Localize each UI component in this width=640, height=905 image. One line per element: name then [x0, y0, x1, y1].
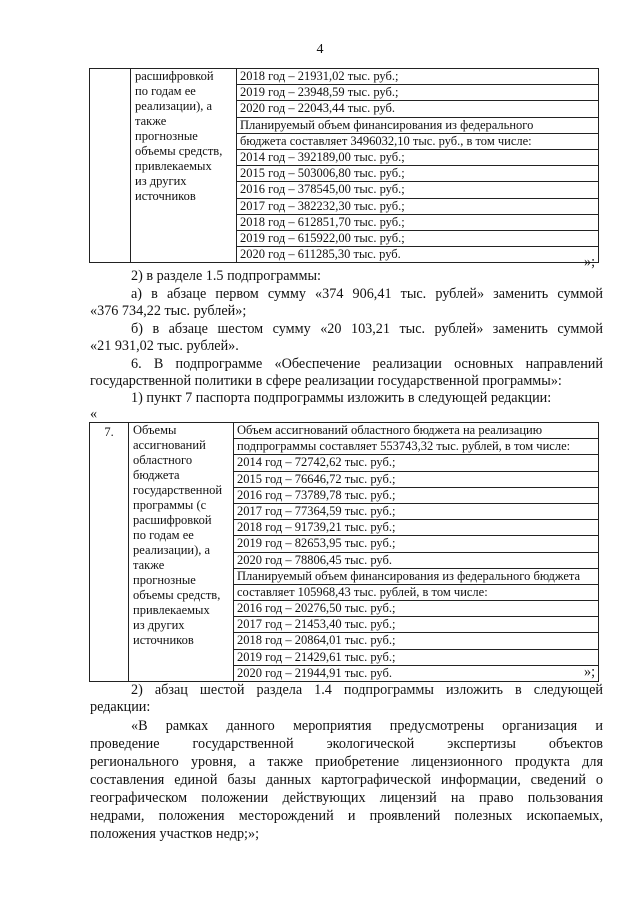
financing-line: Планируемый объем финансирования из федерального бюджета [234, 569, 598, 585]
final-line-4: проведение государственной экологической экспертизы объектов [90, 736, 603, 752]
label-line: реализации), а [135, 99, 213, 113]
paragraph-a-line1: а) в абзаце первом сумму «374 906,41 тыс. рублей» заменить суммой [131, 286, 603, 302]
paragraph-a-line2: «376 734,22 тыс. рублей»; [90, 303, 247, 319]
row-number: 7. [104, 425, 114, 439]
financing-line: составляет 105968,43 тыс. рублей, в том числе: [234, 585, 598, 601]
financing-line: 2014 год – 392189,00 тыс. руб.; [237, 150, 598, 166]
page-number: 4 [316, 42, 324, 57]
label-line: источников [133, 633, 194, 647]
financing-line: 2014 год – 72742,62 тыс. руб.; [234, 455, 598, 471]
final-line-3: «В рамках данного мероприятия предусмотрены организация и [131, 718, 603, 734]
financing-line: подпрограммы составляет 553743,32 тыс. рублей, в том числе: [234, 439, 598, 455]
financing-line: 2020 год – 611285,30 тыс. руб. [240, 247, 401, 262]
financing-line: 2015 год – 503006,80 тыс. руб.; [237, 166, 598, 182]
financing-line: 2016 год – 73789,78 тыс. руб.; [234, 488, 598, 504]
label-line: реализации), а [133, 543, 211, 557]
label-line: из других [133, 618, 185, 632]
funding-table-item-7 [89, 422, 599, 682]
financing-line: 2019 год – 615922,00 тыс. руб.; [237, 231, 598, 247]
label-line: также [135, 114, 167, 128]
label-line: привлекаемых [133, 603, 210, 617]
label-line: также [133, 558, 165, 572]
label-line: ассигнований [133, 438, 206, 452]
opening-quote: « [90, 406, 98, 422]
funding-table-continued [89, 68, 599, 263]
financing-line: 2017 год – 382232,30 тыс. руб.; [237, 199, 598, 215]
financing-line: 2019 год – 23948,59 тыс. руб.; [237, 85, 598, 101]
financing-line: 2018 год – 20864,01 тыс. руб.; [234, 633, 598, 649]
financing-line: 2018 год – 612851,70 тыс. руб.; [237, 215, 598, 231]
financing-line: 2019 год – 21429,61 тыс. руб.; [234, 650, 598, 666]
final-line-9: положения участков недр;»; [90, 826, 260, 842]
financing-cell [234, 423, 599, 682]
row-number-cell [90, 423, 129, 682]
label-line: прогнозные [133, 573, 196, 587]
final-line-7: географическом положении действующих лицензий на право пользования [90, 790, 603, 806]
financing-line: 2017 год – 77364,59 тыс. руб.; [234, 504, 598, 520]
label-line: расшифровкой [133, 513, 212, 527]
label-line: бюджета [133, 468, 180, 482]
label-line: привлекаемых [135, 159, 212, 173]
label-cell [129, 423, 234, 682]
label-line: источников [135, 189, 196, 203]
financing-cell [237, 69, 599, 263]
financing-line: 2017 год – 21453,40 тыс. руб.; [234, 617, 598, 633]
label-line: объемы средств, [135, 144, 223, 158]
label-line: областного [133, 453, 193, 467]
paragraph-section-1-5: 2) в разделе 1.5 подпрограммы: [131, 268, 321, 284]
paragraph-b-line2: «21 931,02 тыс. рублей». [90, 338, 239, 354]
financing-line: Объем ассигнований областного бюджета на реализацию [234, 423, 598, 439]
paragraph-6-line2: государственной политики в сфере реализации государственной программы»: [90, 373, 562, 389]
label-line: по годам ее [135, 84, 196, 98]
label-line: Объемы [133, 423, 177, 437]
label-line: прогнозные [135, 129, 198, 143]
table2-closing-quote: »; [584, 664, 596, 680]
financing-line: 2016 год – 378545,00 тыс. руб.; [237, 182, 598, 198]
financing-line: Планируемый объем финансирования из федерального [237, 118, 598, 134]
final-line-2: редакции: [90, 699, 151, 715]
financing-line: 2020 год – 21944,91 тыс. руб. [237, 665, 393, 680]
label-line: по годам ее [133, 528, 194, 542]
paragraph-b-line1: б) в абзаце шестом сумму «20 103,21 тыс. рублей» заменить суммой [131, 321, 603, 337]
final-line-8: недрами, положения месторождений и проявлений полезных ископаемых, [90, 808, 603, 824]
financing-line: 2016 год – 20276,50 тыс. руб.; [234, 601, 598, 617]
financing-line: бюджета составляет 3496032,10 тыс. руб., в том числе: [237, 134, 598, 150]
paragraph-item-7: 1) пункт 7 паспорта подпрограммы изложить в следующей редакции: [131, 390, 552, 406]
label-cell [131, 69, 237, 263]
final-line-6: составления единой базы данных картографической информации, сведений о [90, 772, 603, 788]
financing-line: 2020 год – 78806,45 тыс. руб. [234, 553, 598, 569]
final-line-1: 2) абзац шестой раздела 1.4 подпрограммы изложить в следующей [131, 682, 603, 698]
number-cell [90, 69, 131, 263]
label-line: из других [135, 174, 187, 188]
label-line: объемы средств, [133, 588, 221, 602]
table1-closing-quote: »; [584, 254, 596, 270]
label-line: расшифровкой [135, 69, 214, 83]
label-line: государственной [133, 483, 223, 497]
financing-line: 2018 год – 21931,02 тыс. руб.; [237, 69, 598, 85]
final-line-5: регионального уровня, а также приобретение лицензионного продукта для [90, 754, 603, 770]
financing-line: 2020 год – 22043,44 тыс. руб. [237, 101, 598, 117]
financing-line: 2018 год – 91739,21 тыс. руб.; [234, 520, 598, 536]
financing-line: 2019 год – 82653,95 тыс. руб.; [234, 536, 598, 552]
paragraph-6-line1: 6. В подпрограмме «Обеспечение реализации основных направлений [131, 356, 603, 372]
financing-line: 2015 год – 76646,72 тыс. руб.; [234, 472, 598, 488]
label-line: программы (с [133, 498, 207, 512]
